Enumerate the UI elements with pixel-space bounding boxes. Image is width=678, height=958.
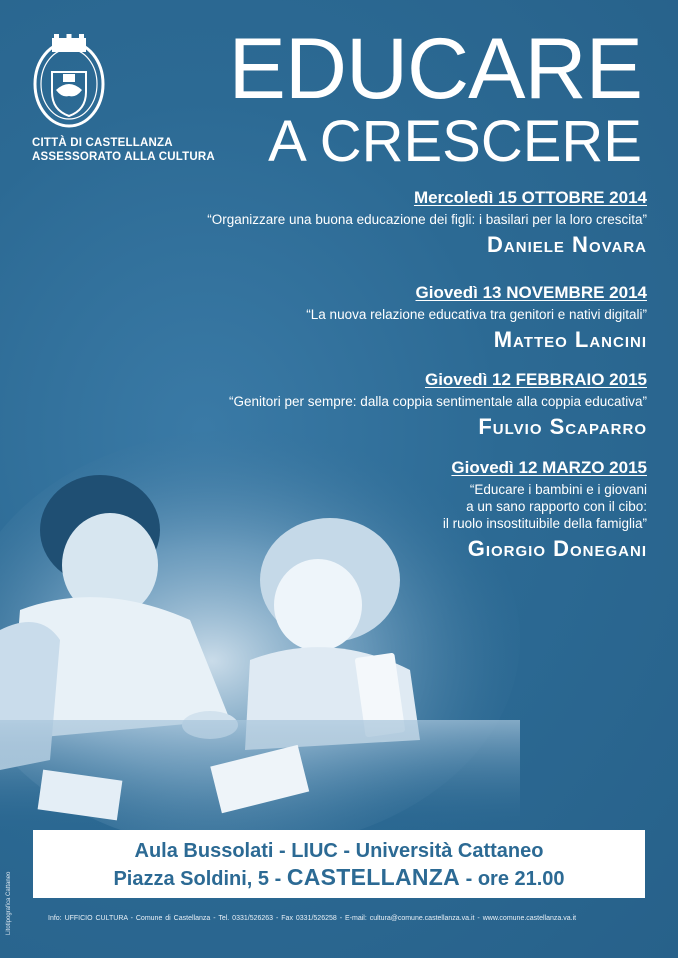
organization-name	[32, 136, 215, 164]
event-topic-line: “Educare i bambini e i giovani	[469, 482, 647, 497]
event-topic	[306, 306, 647, 323]
event-1	[207, 188, 647, 258]
venue-location: Aula Bussolati - LIUC - Università Cattaneo	[134, 840, 544, 862]
printer-credit: Litotipografica Cattaneo	[6, 871, 12, 935]
org-department: ASSESSORATO ALLA CULTURA	[32, 151, 215, 163]
event-3	[229, 370, 647, 440]
event-date: Giovedì 12 MARZO 2015	[451, 458, 647, 477]
event-topic-line: “La nuova relazione educativa tra genitori e nativi digitali”	[306, 307, 647, 322]
event-date: Giovedì 12 FEBBRAIO 2015	[424, 370, 647, 389]
venue-city: CASTELLANZA	[286, 864, 461, 890]
event-topic-line: a un sano rapporto con il cibo:	[466, 499, 647, 514]
event-topic-line: il ruolo insostituibile della famiglia”	[442, 516, 647, 531]
event-topic	[443, 481, 647, 532]
event-speaker: Fulvio Scaparro	[478, 414, 647, 439]
org-city: CITTÀ DI CASTELLANZA	[32, 137, 173, 149]
title-line-2: A CRESCERE	[268, 109, 642, 174]
event-date: Giovedì 13 NOVEMBRE 2014	[415, 283, 647, 302]
coat-of-arms-icon	[30, 34, 108, 130]
venue-time: - ore 21.00	[460, 868, 565, 890]
event-topic-line: “Organizzare una buona educazione dei figli: i basilari per la loro crescita”	[207, 212, 647, 227]
event-topic	[207, 211, 647, 228]
venue-box	[33, 830, 645, 898]
event-speaker: Daniele Novara	[487, 232, 647, 257]
title-line-1: EDUCARE	[228, 21, 642, 117]
venue-street: Piazza Soldini, 5 -	[113, 868, 287, 890]
event-topic	[229, 393, 647, 410]
event-date: Mercoledì 15 OTTOBRE 2014	[413, 188, 647, 207]
footer-info: Info: UFFICIO CULTURA - Comune di Castellanza - Tel. 0331/526263 - Fax 0331/526258 - E-mail: cultura@comune.castellanza.va.it - www.comune.castellanza.va.it	[48, 915, 577, 922]
event-2	[306, 283, 647, 353]
venue-address	[33, 863, 645, 893]
children-photo	[0, 380, 520, 830]
event-topic-line: “Genitori per sempre: dalla coppia sentimentale alla coppia educativa”	[229, 394, 647, 409]
event-speaker: Matteo Lancini	[493, 327, 647, 352]
event-speaker: Giorgio Donegani	[467, 536, 647, 561]
event-4	[443, 458, 647, 562]
